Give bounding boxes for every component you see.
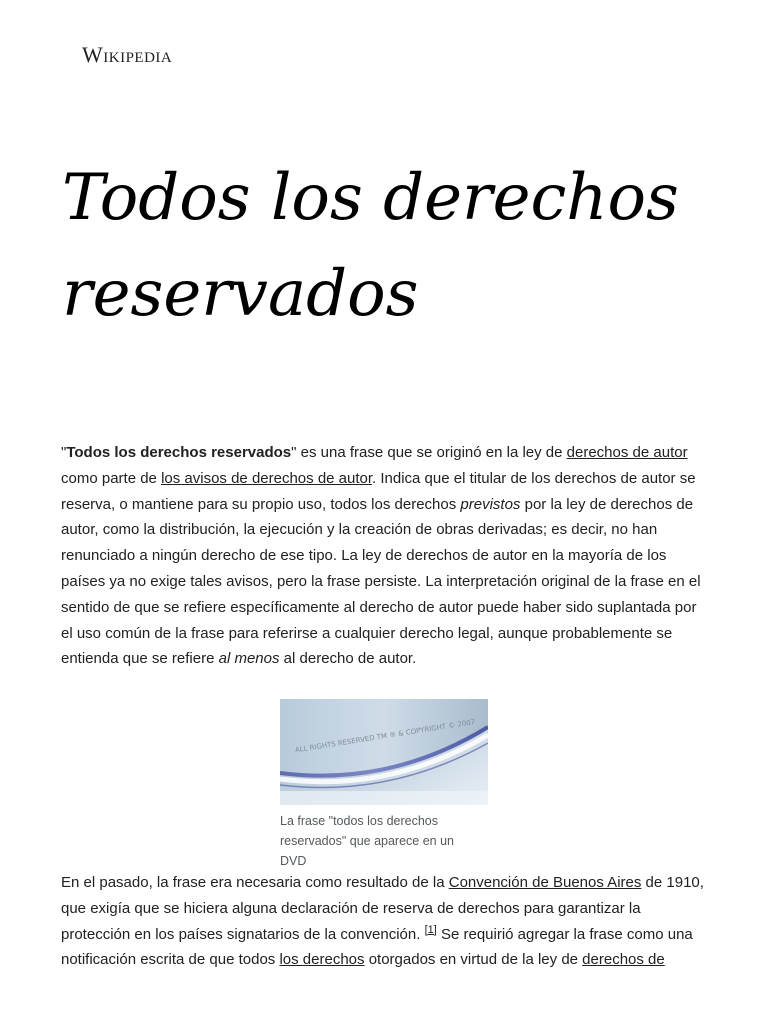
- emphasis-previstos: previstos: [460, 495, 521, 513]
- history-paragraph: [61, 870, 711, 973]
- dvd-imprint-text: ALL RIGHTS RESERVED TM ® & COPYRIGHT © 2007: [294, 718, 476, 755]
- intro-paragraph: [61, 440, 711, 672]
- link-derechos-de-autor[interactable]: derechos de autor: [566, 444, 688, 461]
- text-segment: Se requirió agregar la frase como una notificación escrita de que todos: [61, 925, 693, 969]
- quote-open: ": [61, 444, 67, 461]
- link-derechos-de[interactable]: derechos de: [582, 951, 665, 969]
- bold-phrase: Todos los derechos reservados: [66, 444, 292, 461]
- text-segment: En el pasado, la frase era necesaria como resultado de la: [61, 874, 449, 891]
- link-los-derechos[interactable]: los derechos: [279, 951, 365, 969]
- text-segment: . Indica que el titular de los derechos de autor se reserva, o mantiene para su propio uso, todos los derechos: [61, 469, 696, 513]
- page-title: Todos los derechos reservados: [62, 161, 679, 331]
- emphasis-al-menos: al menos: [218, 650, 280, 668]
- text-segment: al derecho de autor.: [279, 650, 417, 668]
- link-avisos-derechos-de-autor[interactable]: los avisos de derechos de autor: [161, 469, 373, 487]
- text-segment: como parte de: [61, 469, 162, 487]
- dvd-figure: [280, 699, 488, 871]
- quote-close: ": [291, 444, 297, 461]
- text-segment: por la ley de derechos de autor, como la distribución, la ejecución y la creación de obras derivadas; es decir, no han renunciado a ningún derecho de ese tipo. La ley de derechos de autor en la mayoría de los países ya no exige tales avisos, pero la frase persiste. La interpretación original de la frase en el sentido de que se refiere específicamente al derecho de autor puede haber sido suplantada por el uso común de la frase para referirse a cualquier derecho legal, aunque probablemente se entienda que se refiere: [61, 495, 701, 668]
- figure-caption: La frase "todos los derechos reservados" que aparece en un DVD: [280, 814, 454, 868]
- text-segment: otorgados en virtud de la ley de: [364, 951, 583, 969]
- text-segment: es una frase que se originó en la ley de: [296, 444, 567, 461]
- link-convencion-buenos-aires[interactable]: Convención de Buenos Aires: [448, 874, 642, 891]
- reference-1[interactable]: [425, 924, 437, 936]
- reference-link[interactable]: [1]: [424, 923, 437, 936]
- dvd-image[interactable]: [280, 699, 488, 805]
- wikipedia-logo[interactable]: Wikipedia: [82, 42, 173, 67]
- text-segment: de 1910, que exigía que se hiciera alguna declaración de reserva de derechos para garantizar la protección en los países signatarios de la convención.: [61, 874, 704, 943]
